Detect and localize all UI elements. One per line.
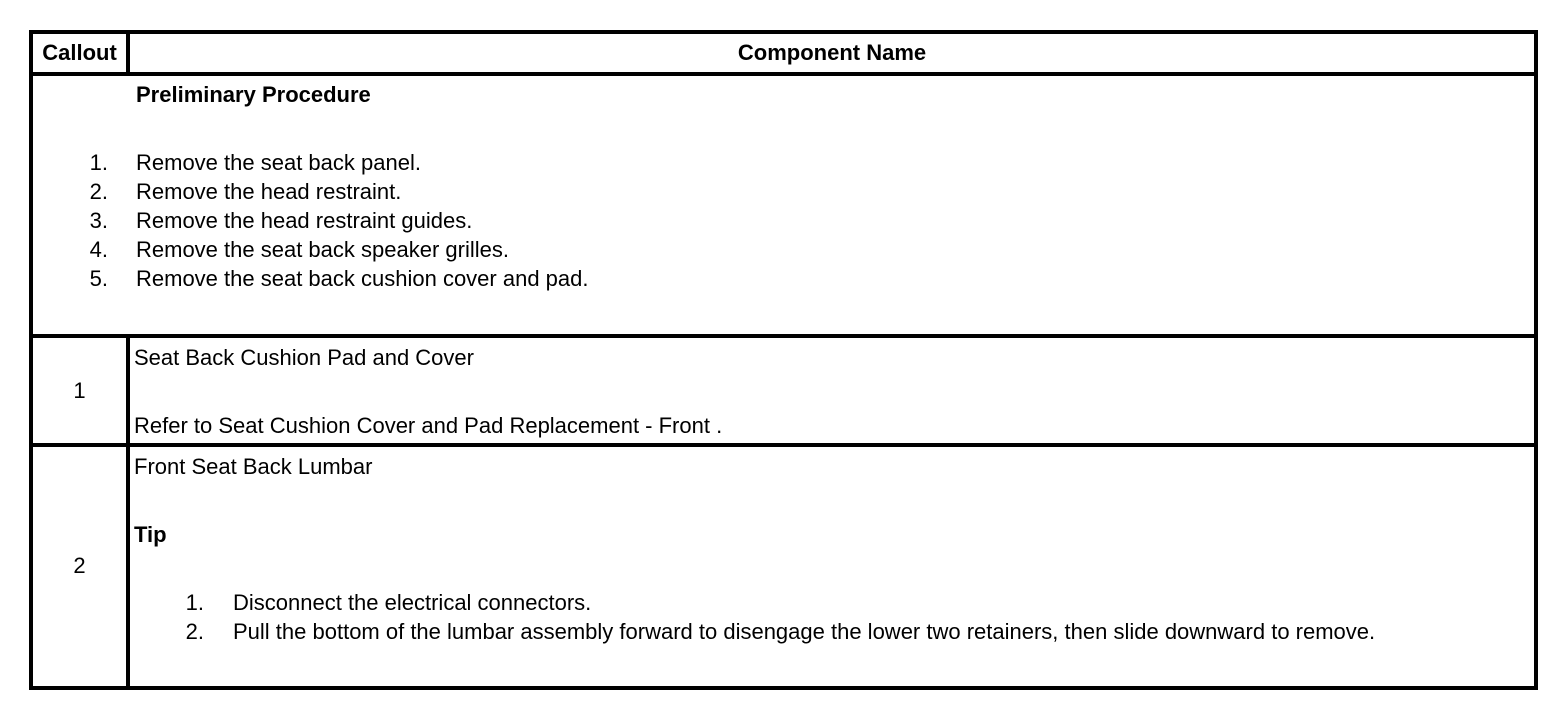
preliminary-title: Preliminary Procedure bbox=[136, 82, 371, 107]
tip-step-num: 1. bbox=[185, 590, 204, 615]
column-divider bbox=[126, 34, 130, 72]
callout-number: 1 bbox=[73, 378, 86, 403]
reference-link[interactable]: Refer to Seat Cushion Cover and Pad Replacement - Front . bbox=[134, 413, 723, 438]
table-header-row bbox=[33, 34, 1534, 72]
table-row bbox=[33, 334, 1534, 445]
preliminary-step-num: 4. bbox=[89, 237, 108, 262]
preliminary-step-num: 5. bbox=[89, 266, 108, 291]
preliminary-step-text: Remove the seat back speaker grilles. bbox=[136, 237, 509, 262]
column-divider bbox=[126, 445, 130, 686]
preliminary-step-num: 2. bbox=[89, 179, 108, 204]
tip-step-text: Disconnect the electrical connectors. bbox=[233, 590, 592, 615]
component-name: Seat Back Cushion Pad and Cover bbox=[134, 345, 474, 370]
procedure-table bbox=[29, 30, 1538, 690]
component-name: Front Seat Back Lumbar bbox=[134, 454, 373, 479]
tip-label: Tip bbox=[134, 522, 167, 547]
callout-number: 2 bbox=[73, 553, 86, 578]
header-component-name: Component Name bbox=[737, 40, 927, 65]
header-callout: Callout bbox=[42, 40, 117, 65]
table-row bbox=[33, 443, 1534, 686]
preliminary-step-num: 3. bbox=[89, 208, 108, 233]
preliminary-row bbox=[33, 72, 1534, 336]
preliminary-step-text: Remove the seat back cushion cover and pad. bbox=[136, 266, 589, 291]
preliminary-step-num: 1. bbox=[89, 150, 108, 175]
preliminary-step-text: Remove the seat back panel. bbox=[136, 150, 421, 175]
column-divider bbox=[126, 336, 130, 445]
tip-step-num: 2. bbox=[185, 619, 204, 644]
tip-step-text: Pull the bottom of the lumbar assembly forward to disengage the lower two retainers, then slide downward to remove. bbox=[233, 619, 1376, 644]
preliminary-step-text: Remove the head restraint. bbox=[136, 179, 402, 204]
preliminary-step-text: Remove the head restraint guides. bbox=[136, 208, 473, 233]
